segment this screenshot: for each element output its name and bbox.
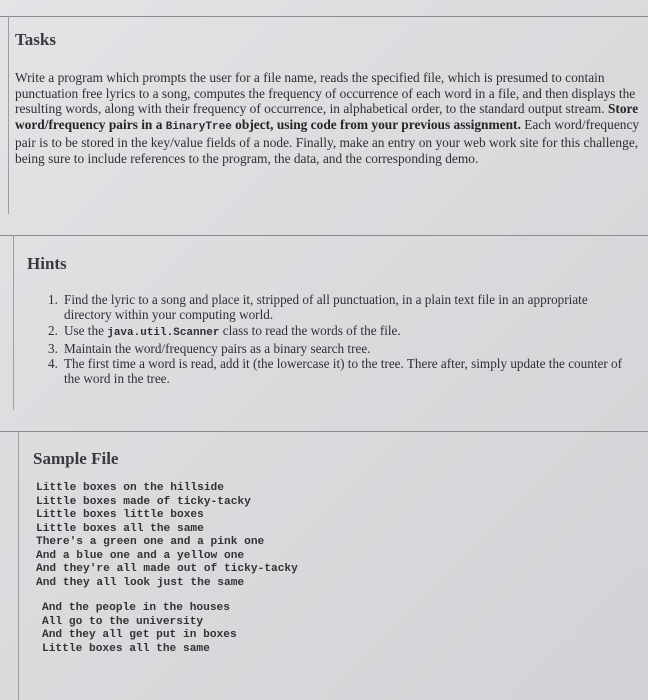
lyric-line: Little boxes on the hillside [36, 482, 224, 494]
hint-item: 4. The first time a word is read, add it (the lowercase it) to the tree. There after, simply update the counter of the word in the tree. [48, 356, 623, 387]
lyric-line: Little boxes made of ticky-tacky [36, 495, 251, 508]
tasks-text-1: Write a program which prompts the user for a file name, reads the specified file, which is presumed to contain punctuation free lyrics to a song, computes the frequency of occurrence of each word in a file, and then displays the resulting words, along with their frequency of occurrence, in alphabetical order, to the standard output stream. [15, 70, 636, 117]
hint-item: 1. Find the lyric to a song and place it, stripped of all punctuation, in a plain text file in an appropriate directory within your computing world. [48, 292, 588, 323]
lyric-line: Little boxes little boxes [36, 509, 204, 521]
sample-left-border [18, 431, 19, 700]
lyric-line: And they're all made out of ticky-tacky [36, 563, 298, 575]
tasks-bold-2: object, using code from your previous assignment. [235, 116, 521, 132]
tasks-left-border [8, 16, 9, 214]
lyric-line: And a blue one and a yellow one [36, 549, 245, 562]
lyric-line: And the people in the houses [42, 602, 230, 614]
lyric-line: All go to the university [42, 615, 204, 628]
hints-left-border [13, 235, 14, 410]
sample-rule [0, 431, 648, 432]
lyric-line: Little boxes all the same [42, 642, 210, 655]
tasks-body [15, 70, 643, 167]
hint-item: 2. Use the java.util.Scanner class to read the words of the file. [48, 322, 401, 339]
tasks-text-2: Each word/frequency pair is to be stored in the key/value fields of a node. Finally, make an entry on your web work site for this challenge, being sure to include references to the program, the data, and the corresponding demo. [15, 116, 640, 166]
hints-list [48, 292, 628, 387]
tasks-bold-1: Store word/frequency pairs in a [15, 101, 639, 132]
hint-item: 3. Maintain the word/frequency pairs as a binary search tree. [48, 340, 371, 356]
tasks-title: Tasks [15, 30, 56, 49]
hints-title: Hints [27, 254, 67, 273]
lyric-line: Little boxes all the same [36, 522, 204, 535]
lyric-line: And they all look just the same [36, 576, 245, 589]
scanner-code: java.util.Scanner [107, 326, 220, 339]
lyric-line: There's a green one and a pink one [36, 536, 265, 548]
binarytree-code: BinaryTree [165, 120, 232, 133]
hints-rule [0, 235, 648, 236]
sample-stanza-2 [42, 602, 237, 656]
top-rule [0, 16, 648, 17]
sample-title: Sample File [33, 449, 119, 468]
sample-stanza-1 [36, 482, 298, 590]
lyric-line: And they all get put in boxes [42, 629, 237, 641]
